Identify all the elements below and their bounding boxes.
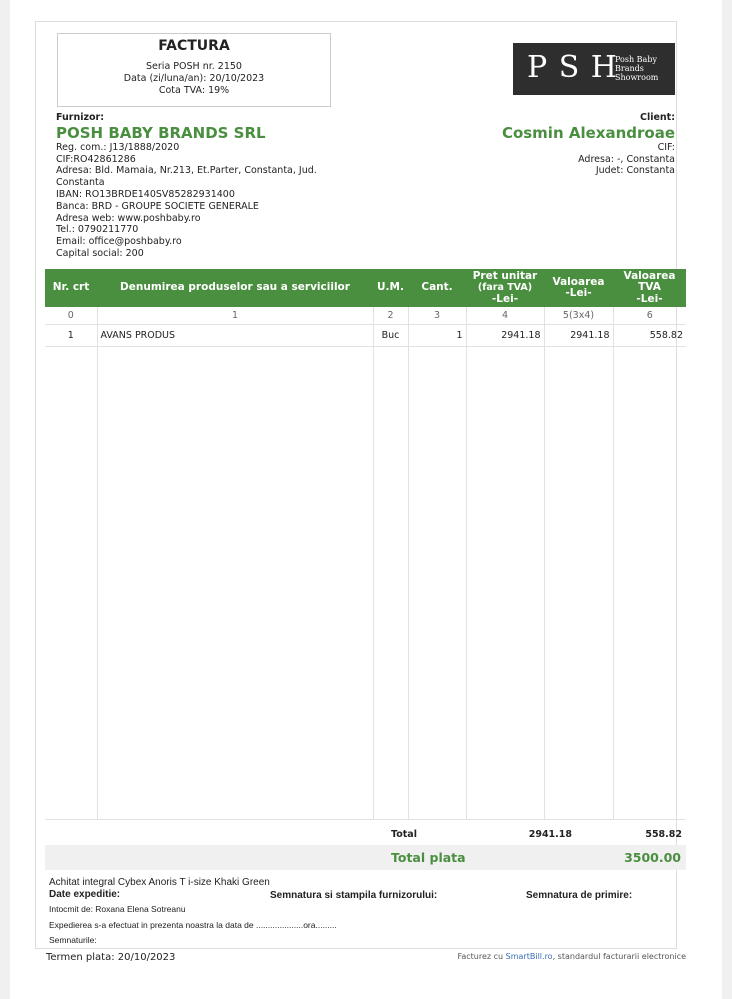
total-plata-label: Total plata [391,850,466,865]
total-label: Total [391,829,417,840]
smartbill-suffix: , standardul facturarii electronice [552,952,686,961]
empty-cell [408,347,466,820]
vat-rate: Cota TVA: 19% [158,85,230,96]
logo-mark: P S H [527,50,618,85]
supplier-line: Reg. com.: J13/1888/2020 [56,141,180,153]
col-header-tva [613,269,686,307]
client-line: CIF: [657,141,675,153]
supplier-label: Furnizor: [56,112,105,123]
val-header-1: Valoarea [552,275,605,288]
supplier-line: Constanta [56,177,105,189]
cell-um: Buc [373,325,408,347]
supplier-line: Capital social: 200 [56,247,144,259]
pret-header-3: -Lei- [491,292,519,305]
index-row [45,307,686,325]
total-value: 2941.18 [528,829,572,840]
supplier-line: Email: office@poshbaby.ro [56,236,182,248]
logo-tagline [615,55,658,82]
empty-cell [45,347,97,820]
invoice-title: FACTURA [158,38,230,54]
table-empty-area [45,347,686,820]
items-table [45,269,686,820]
col-header-denumire: Denumirea produselor sau a serviciilor [97,269,373,307]
receipt-signature-label: Semnatura de primire: [526,890,633,901]
payment-term: Termen plata: 20/10/2023 [46,952,176,963]
empty-cell [544,347,613,820]
prepared-by: Intocmit de: Roxana Elena Sotreanu [49,904,186,914]
index-cell: 5(3x4) [544,307,613,325]
supplier-line: Adresa: Bld. Mamaia, Nr.213, Et.Parter, Constanta, Jud. [56,165,317,177]
col-header-pret [466,269,544,307]
cell-denumire: AVANS PRODUS [97,325,373,347]
supplier-line: Banca: BRD - GROUPE SOCIETE GENERALE [56,200,259,212]
supplier-line: Adresa web: www.poshbaby.ro [56,212,201,224]
index-cell: 3 [408,307,466,325]
index-cell: 2 [373,307,408,325]
supplier-line: CIF:RO42861286 [56,153,136,165]
index-cell: 0 [45,307,97,325]
table-row [45,325,686,347]
smartbill-link[interactable]: SmartBill.ro [505,952,553,961]
logo-tagline-2: Brands [615,64,644,73]
empty-cell [97,347,373,820]
pret-header-1: Pret unitar [472,269,538,282]
company-logo [513,43,675,95]
client-name: Cosmin Alexandroae [501,123,675,142]
empty-cell [373,347,408,820]
index-cell: 1 [97,307,373,325]
cell-pret: 2941.18 [466,325,544,347]
supplier-line: IBAN: RO13BRDE140SV85282931400 [56,188,235,200]
client-line: Judet: Constanta [595,165,675,177]
cell-nr: 1 [45,325,97,347]
empty-cell [466,347,544,820]
cell-valoare: 2941.18 [544,325,613,347]
tva-header-2: TVA [638,281,661,294]
client-line: Adresa: -, Constanta [578,153,675,165]
col-header-cant: Cant. [408,269,466,307]
smartbill-prefix: Facturez cu [457,952,506,961]
col-header-nr: Nr. crt [45,269,97,307]
payment-note: Achitat integral Cybex Anoris T i-size Khaki Green [49,877,270,888]
total-tva: 558.82 [645,829,682,840]
total-plata-value: 3500.00 [624,850,681,865]
empty-cell [613,347,686,820]
pret-header-2: (fara TVA) [477,282,533,294]
col-header-valoare [544,269,613,307]
cell-tva: 558.82 [613,325,686,347]
tva-header-3: -Lei- [636,292,663,305]
invoice-date: Data (zi/luna/an): 20/10/2023 [123,73,265,84]
date-expeditie-label: Date expeditie: [49,889,121,900]
signatures-label: Semnaturile: [49,935,97,945]
supplier-block [56,112,317,260]
tva-header-1: Valoarea [623,269,676,282]
total-plata-row [45,845,686,870]
shipping-note: Expedierea s-a efectuat in prezenta noastra la data de ....................ora......... [49,920,337,930]
supplier-line: Tel.: 0790211770 [56,224,139,236]
cell-cant: 1 [408,325,466,347]
logo-tagline-1: Posh Baby [615,55,657,64]
supplier-signature-label: Semnatura si stampila furnizorului: [270,890,438,901]
invoice-series: Seria POSH nr. 2150 [146,61,242,72]
val-header-2: -Lei- [565,287,592,299]
client-block [502,112,675,177]
index-cell: 4 [466,307,544,325]
logo-tagline-3: Showroom [615,73,659,82]
supplier-name: POSH BABY BRANDS SRL [56,123,266,142]
totals-row [45,826,686,844]
col-header-um: U.M. [373,269,408,307]
invoice-header-box [57,33,331,107]
smartbill-credit [458,952,687,961]
index-cell: 6 [613,307,686,325]
table-header-row [45,269,686,307]
client-label: Client: [639,112,675,123]
